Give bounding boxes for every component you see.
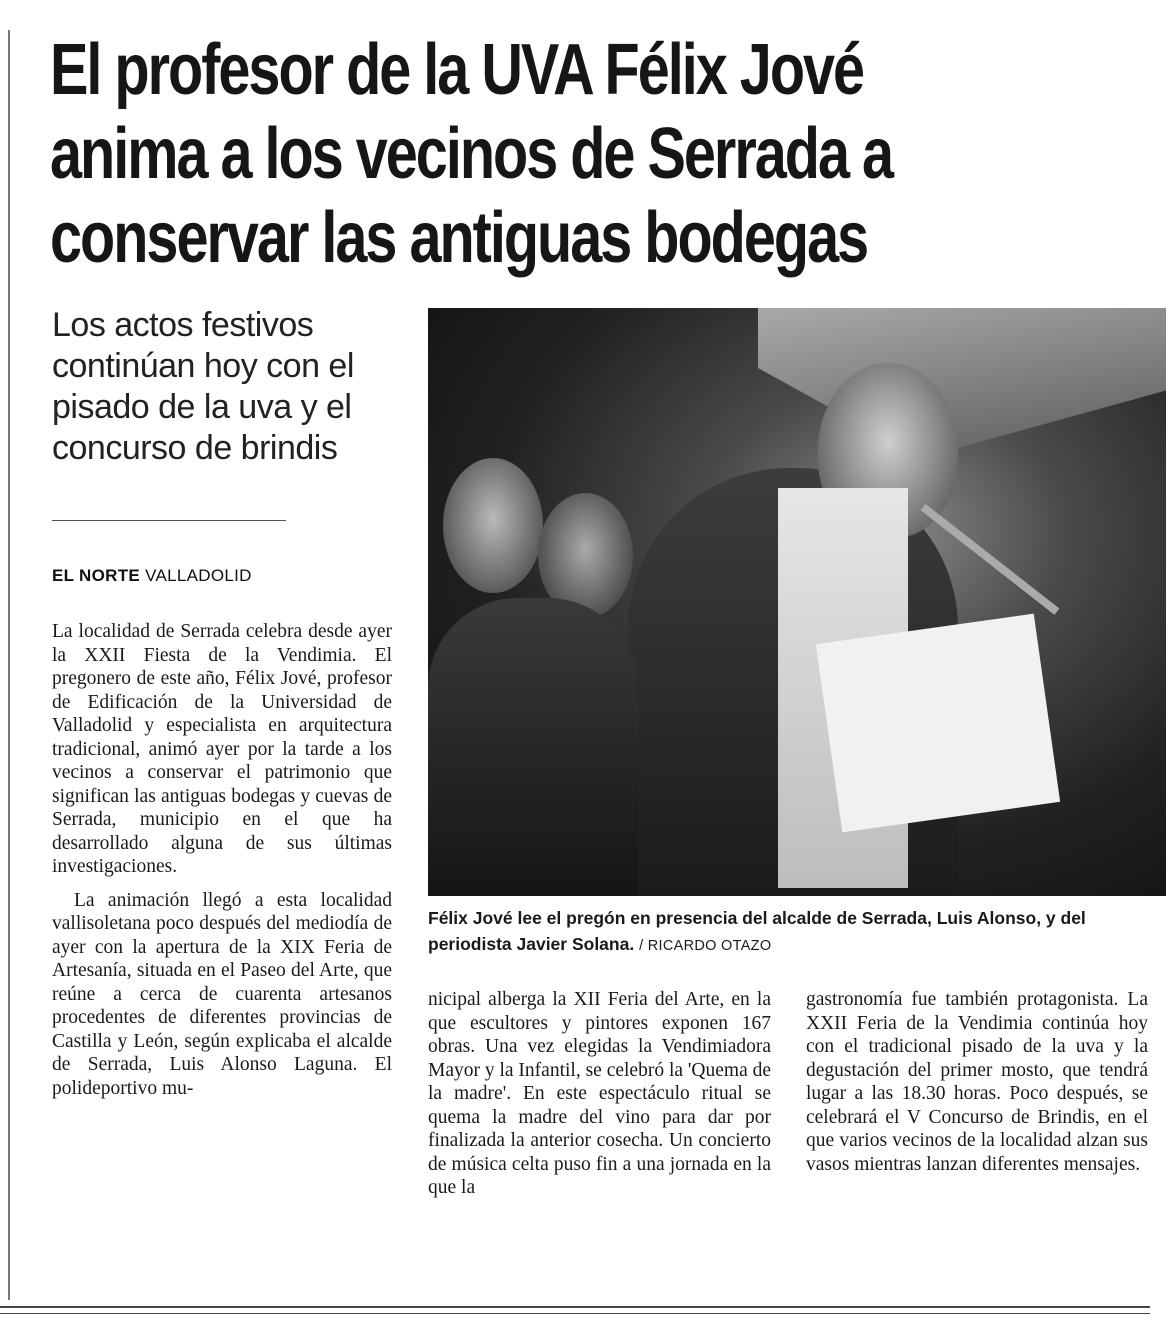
headline-line-2: anima a los vecinos de Serrada a: [50, 114, 893, 194]
photo-credit: / RICARDO OTAZO: [639, 938, 772, 954]
headline: [50, 28, 930, 280]
photo-man-left-body: [428, 598, 638, 896]
article-paragraph: La localidad de Serrada celebra desde ayer la XXII Fiesta de la Vendimia. El pregonero de este año, Félix Jové, profesor de Edificación de la Universidad de Valladolid y especialista en arquitectura tradicional, animó ayer por la tarde a los vecinos a conservar el patrimonio que significan las antiguas bodegas y cuevas de Serrada, municipio en el que ha desarrollado alguna de sus últimas investigaciones.: [52, 621, 392, 877]
photo-caption: [428, 905, 1148, 959]
byline-outlet: EL NORTE: [52, 566, 141, 585]
bottom-rule-thin: [0, 1313, 1150, 1314]
photo-paper-sheets: [816, 614, 1060, 833]
bottom-rule: [0, 1306, 1150, 1308]
subheadline-rule: [52, 520, 286, 521]
headline-line-1: El profesor de la UVA Félix Jové: [50, 30, 864, 110]
article-column-2: [428, 988, 771, 1200]
byline: [52, 566, 252, 586]
article-paragraph: nicipal alberga la XII Feria del Arte, en la que escultores y pintores exponen 167 obras. Una vez elegidas la Vendimiadora Mayor y la Infantil, se celebró la 'Quema de la madre'. En este espectáculo ritual se quema la madre del vino para dar por finalizada la anterior cosecha. Un concierto de música celta puso fin a una jornada en la que la: [428, 989, 772, 1198]
left-margin-rule: [8, 30, 10, 1300]
article-paragraph: gastronomía fue también protagonista. La XXII Feria de la Vendimia continúa hoy con el tradicional pisado de la uva y la degustación del primer mosto, que tendrá lugar a las 18.30 horas. Poco después, se celebrará el V Concurso de Brindis, en el que varios vecinos de la localidad alzan sus vasos mientras lanzan diferentes mensajes.: [806, 989, 1148, 1175]
photo-man-left-head: [443, 458, 543, 593]
subheadline: Los actos festivos continúan hoy con el pisado de la uva y el concurso de brindis: [52, 306, 354, 467]
headline-line-3: conservar las antiguas bodegas: [50, 198, 868, 278]
article-column-3: [806, 988, 1148, 1176]
article-column-1: [52, 620, 392, 1100]
byline-city: VALLADOLID: [145, 566, 252, 585]
caption-text: Félix Jové lee el pregón en presencia del alcalde de Serrada, Luis Alonso, y del periodista Javier Solana.: [428, 908, 1086, 954]
article-paragraph: La animación llegó a esta localidad vallisoletana poco después del mediodía de ayer con la apertura de la XIX Feria de Artesanía, situada en el Paseo del Arte, que reúne a cerca de cuarenta artesanos procedentes de diferentes provincias de Castilla y León, según explicaba el alcalde de Serrada, Luis Alonso Laguna. El polideportivo mu-: [52, 889, 392, 1099]
article-photo: [428, 308, 1166, 896]
